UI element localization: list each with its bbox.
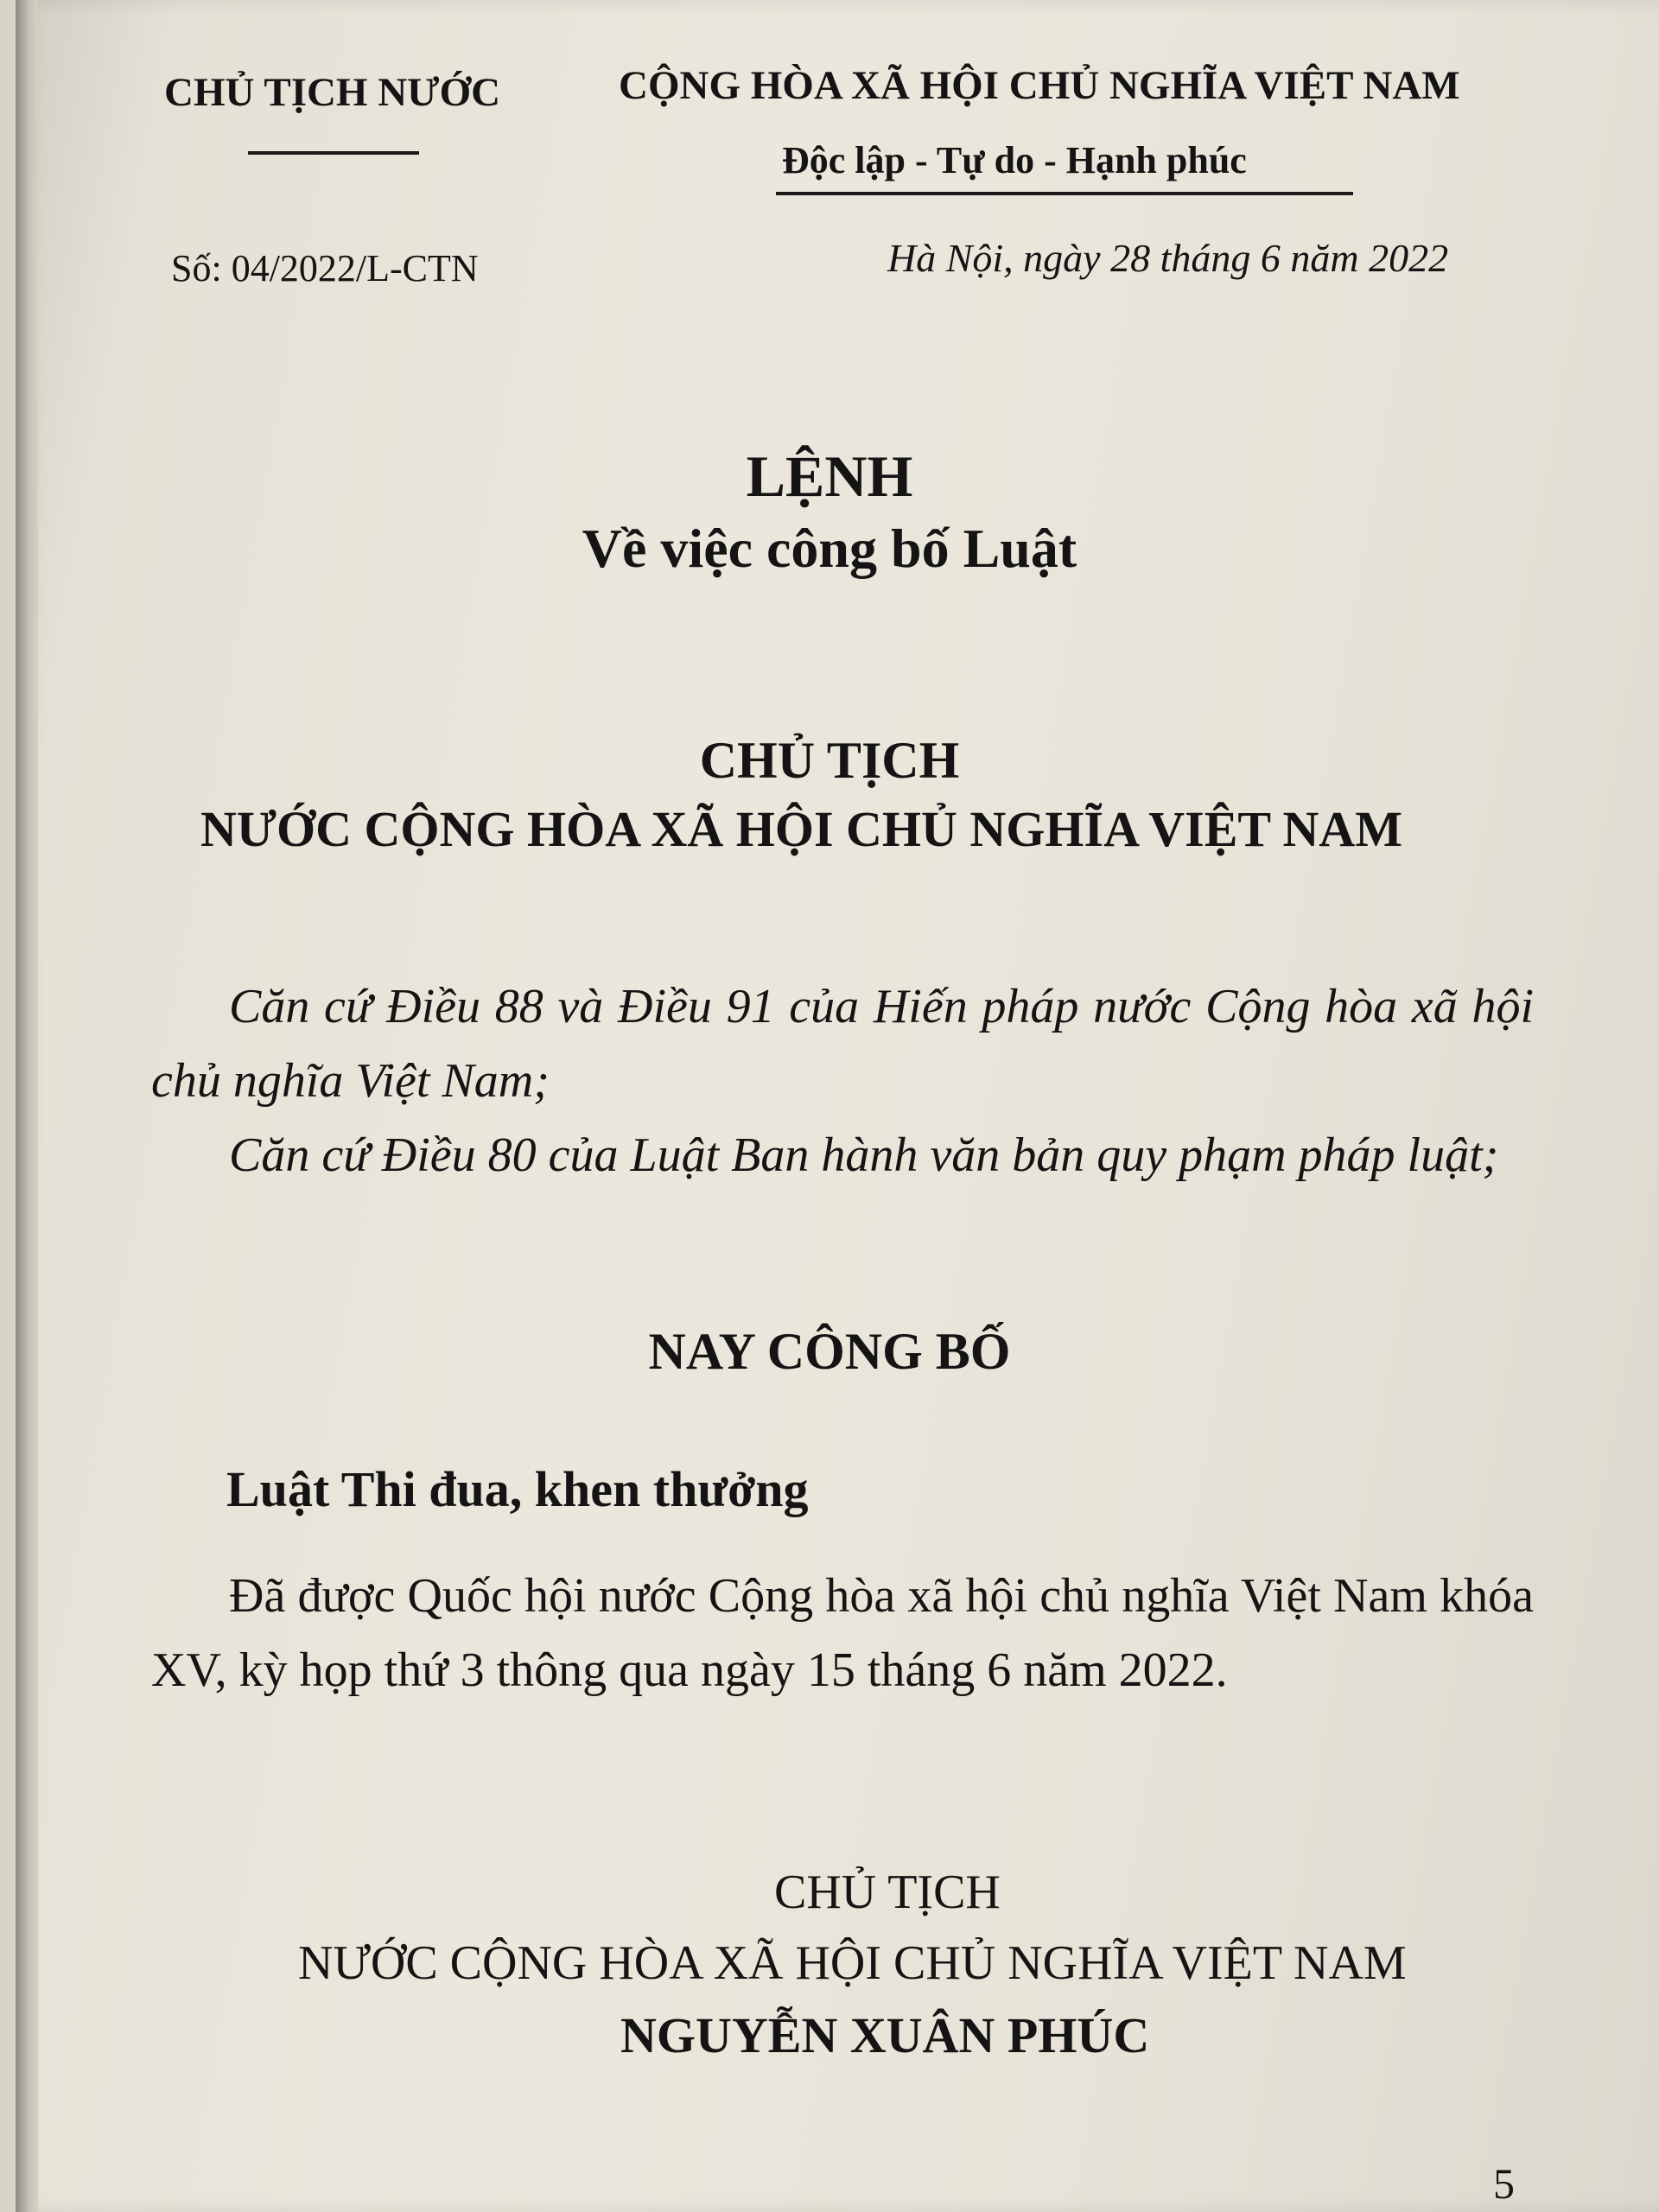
legal-basis-1 bbox=[151, 969, 1534, 1118]
legal-basis-text: Căn cứ Điều 80 của Luật Ban hành văn bản quy phạm pháp luật; bbox=[229, 1128, 1499, 1182]
law-name: Luật Thi đua, khen thưởng bbox=[226, 1461, 809, 1517]
signer-name: NGUYỄN XUÂN PHÚC bbox=[620, 2007, 1150, 2063]
page-number: 5 bbox=[1493, 2159, 1515, 2208]
document-subtitle: Về việc công bố Luật bbox=[582, 518, 1077, 579]
issuer-underline bbox=[248, 151, 419, 155]
book-spine-shadow bbox=[16, 0, 38, 2212]
legal-basis-2 bbox=[151, 1118, 1534, 1192]
promulgation-heading: NAY CÔNG BỐ bbox=[648, 1323, 1011, 1380]
place-and-date: Hà Nội, ngày 28 tháng 6 năm 2022 bbox=[887, 236, 1449, 280]
document-title: LỆNH bbox=[746, 443, 913, 509]
issuer-block-title: CHỦ TỊCH bbox=[699, 732, 960, 789]
legal-basis-text: Căn cứ Điều 88 và Điều 91 của Hiến pháp nước Cộng hòa xã hội chủ nghĩa Việt Nam; bbox=[151, 980, 1534, 1108]
approval-paragraph bbox=[151, 1559, 1534, 1707]
document-number: Số: 04/2022/L-CTN bbox=[171, 247, 479, 289]
motto-underline bbox=[776, 192, 1353, 195]
approval-text: Đã được Quốc hội nước Cộng hòa xã hội chủ nghĩa Việt Nam khóa XV, kỳ họp thứ 3 thông qua ngày 15 tháng 6 năm 2022. bbox=[151, 1569, 1534, 1697]
issuer-block-country: NƯỚC CỘNG HÒA XÃ HỘI CHỦ NGHĨA VIỆT NAM bbox=[200, 801, 1403, 857]
signature-country: NƯỚC CỘNG HÒA XÃ HỘI CHỦ NGHĨA VIỆT NAM bbox=[298, 1936, 1407, 1990]
country-heading: CỘNG HÒA XÃ HỘI CHỦ NGHĨA VIỆT NAM bbox=[619, 63, 1460, 108]
issuer-heading: CHỦ TỊCH NƯỚC bbox=[164, 70, 501, 115]
national-motto: Độc lập - Tự do - Hạnh phúc bbox=[782, 139, 1247, 181]
signature-title: CHỦ TỊCH bbox=[774, 1866, 1001, 1919]
